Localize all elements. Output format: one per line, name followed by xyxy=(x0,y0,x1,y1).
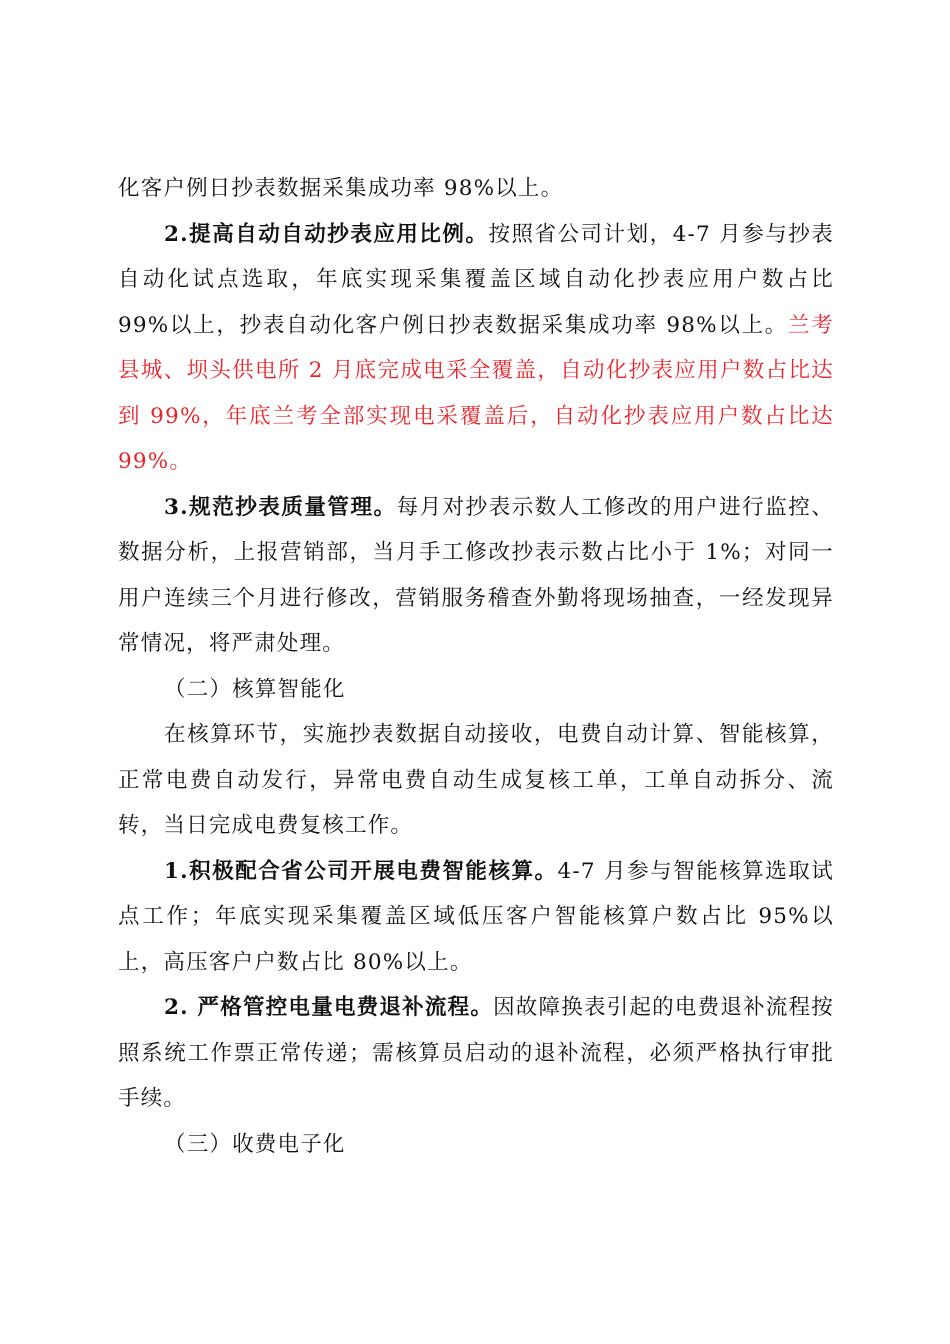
paragraph-text: 按照省公司计划，4-7 月参与抄表自动化试点选取，年底实现采集覆盖区域自动化抄表应用户数占比 99%以上，抄表自动化客户例日抄表数据采集成功率 98%以上。 xyxy=(118,221,834,338)
paragraph-text: 4-7 月参与智能核算选取试点工作；年底实现采集覆盖区域低压客户智能核算户数占比 95%以上，高压客户户数占比 80%以上。 xyxy=(118,858,835,975)
paragraph-accounting-intro xyxy=(118,712,834,849)
paragraph-smart-accounting xyxy=(118,849,834,986)
paragraph-heading: 1.积极配合省公司开展电费智能核算。 xyxy=(164,858,558,884)
paragraph-meter-quality xyxy=(118,485,834,667)
paragraph-heading: 2.提高自动自动抄表应用比例。 xyxy=(164,221,489,247)
paragraph-heading: 2. 严格管控电量电费退补流程。 xyxy=(164,995,494,1020)
paragraph-text: 在核算环节，实施抄表数据自动接收，电费自动计算、智能核算，正常电费自动发行，异常电费自动生成复核工单，工单自动拆分、流转，当日完成电费复核工作。 xyxy=(118,722,834,838)
document-page xyxy=(118,166,834,1167)
paragraph-refund-process xyxy=(118,985,834,1122)
paragraph-text: 因故障换表引起的电费退补流程按照系统工作票正常传递；需核算员启动的退补流程，必须严格执行审批手续。 xyxy=(118,995,834,1111)
paragraph-heading: 3.规范抄表质量管理。 xyxy=(164,494,397,520)
highlighted-red-text: 兰考县城、坝头供电所 2 月底完成电采全覆盖，自动化抄表应用户数占比达到 99%，年底兰考全部实现电采覆盖后，自动化抄表应用户数占比达 99%。 xyxy=(118,312,834,474)
section-heading-payment: （三）收费电子化 xyxy=(164,1131,346,1157)
paragraph-continuation xyxy=(118,166,834,212)
section-heading-accounting: （二）核算智能化 xyxy=(164,676,346,702)
paragraph-auto-meter-reading xyxy=(118,212,834,485)
paragraph-text: 每月对抄表示数人工修改的用户进行监控、数据分析，上报营销部，当月手工修改抄表示数占比小于 1%；对同一用户连续三个月进行修改，营销服务稽查外勤将现场抽查，一经发现异常情况，将严肃处理。 xyxy=(118,494,834,656)
paragraph-text: 化客户例日抄表数据采集成功率 98%以上。 xyxy=(118,176,564,201)
